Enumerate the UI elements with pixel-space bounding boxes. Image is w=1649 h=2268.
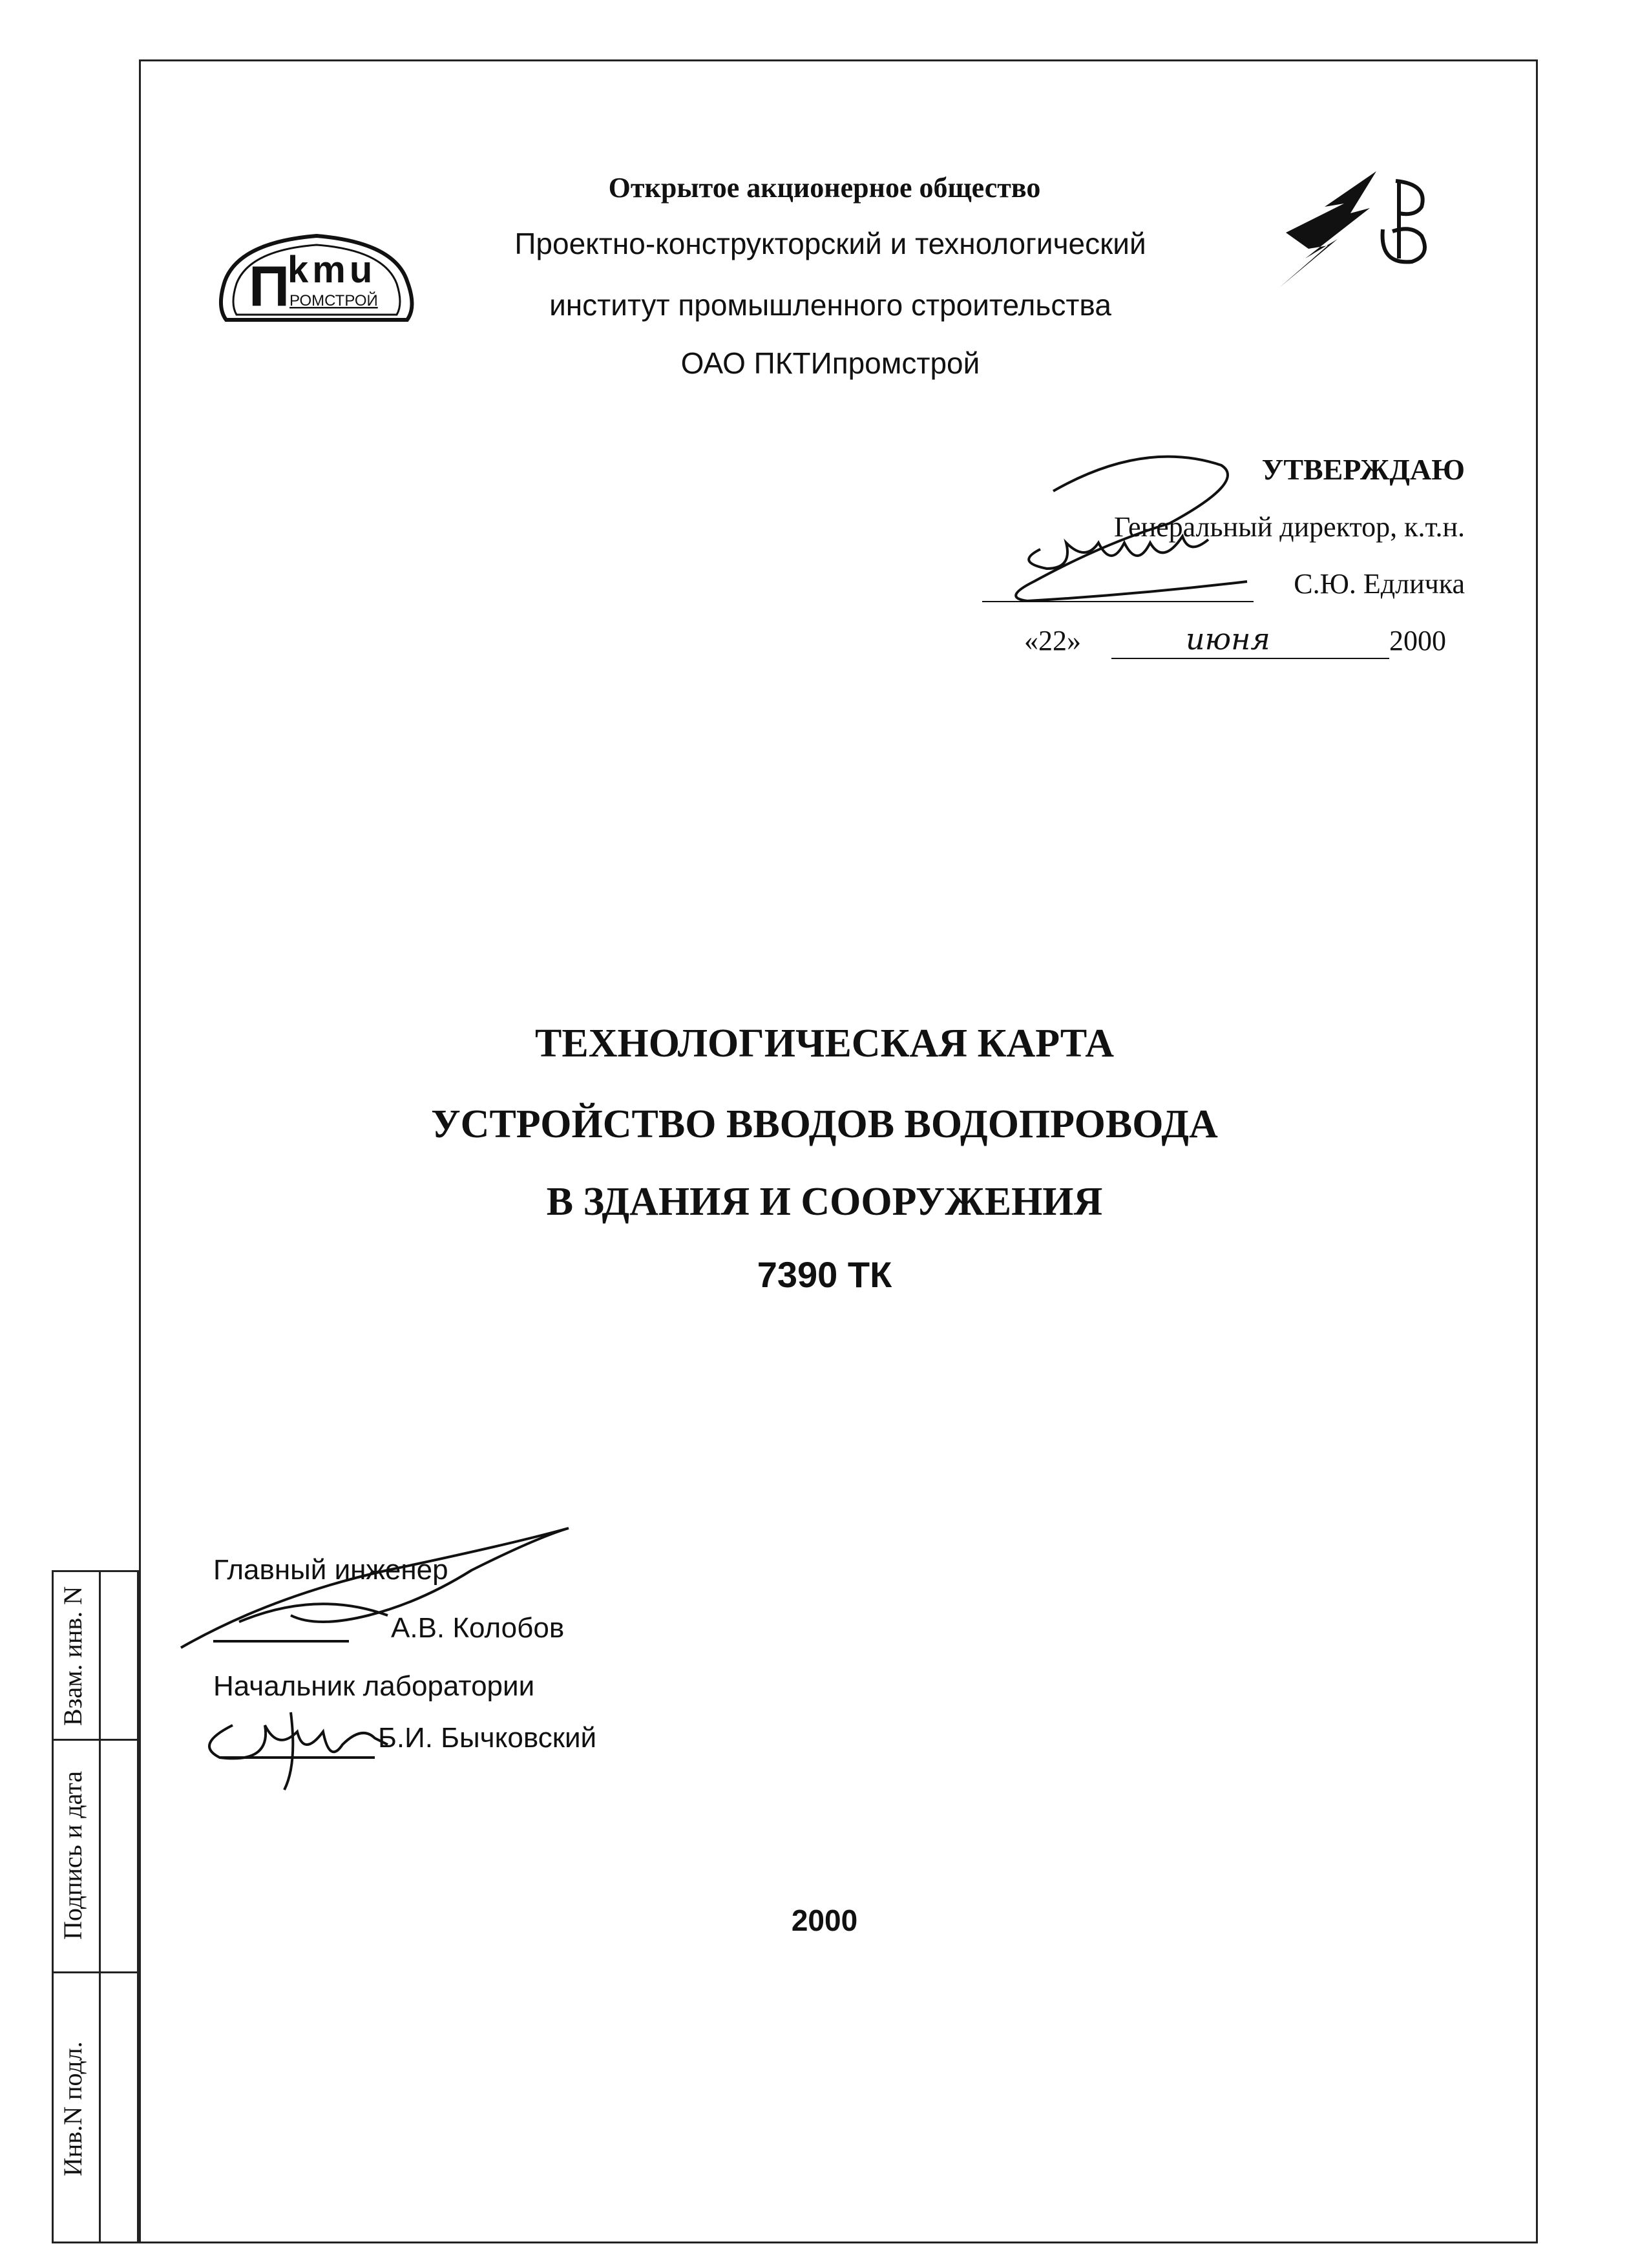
logo-sub-text: РОМСТРОЙ bbox=[289, 292, 378, 310]
signatory-role-lab-head: Начальник лаборатории bbox=[213, 1670, 535, 1702]
logo-main-text: kmu bbox=[288, 249, 377, 291]
signatory-name-kolobov: А.В. Колобов bbox=[391, 1612, 565, 1644]
lab-head-signature bbox=[194, 1686, 414, 1796]
stamp-column bbox=[52, 1570, 139, 2243]
stamp-divider-1 bbox=[54, 1739, 137, 1741]
stamp-cell-original-inv: Инв.N подл. bbox=[58, 2041, 87, 2176]
signatory-role-chief-engineer: Главный инженер bbox=[213, 1554, 448, 1586]
signatory-name-bychkovsky: Б.И. Бычковский bbox=[378, 1722, 597, 1754]
stamp-cell-replacement-inv: Взам. инв. N bbox=[58, 1586, 87, 1727]
stamp-cell-signature-date: Подпись и дата bbox=[58, 1770, 87, 1940]
approval-name: С.Ю. Едличка bbox=[1294, 568, 1465, 600]
stamp-divider-2 bbox=[54, 1971, 137, 1973]
org-type: Открытое акционерное общество bbox=[608, 172, 1041, 204]
doc-title-line3: В ЗДАНИЯ И СООРУЖЕНИЯ bbox=[546, 1180, 1103, 1224]
approval-date-month: июня bbox=[1186, 622, 1270, 656]
chief-engineer-signature bbox=[174, 1518, 588, 1667]
stamp-inner-line bbox=[99, 1572, 101, 2242]
doc-code: 7390 ТК bbox=[757, 1254, 892, 1295]
org-name-line2: институт промышленного строительства bbox=[549, 288, 1111, 322]
logo-letter: П bbox=[249, 254, 290, 318]
pktipromstroy-logo bbox=[213, 229, 420, 326]
footer-year: 2000 bbox=[791, 1904, 858, 1937]
approval-date-year: 2000 bbox=[1389, 625, 1446, 656]
approval-position: Генеральный директор, к.т.н. bbox=[1113, 511, 1465, 543]
approval-heading: УТВЕРЖДАЮ bbox=[1261, 453, 1465, 486]
approval-date-day: «22» bbox=[1024, 625, 1081, 656]
doc-title-line2: УСТРОЙСТВО ВВОДОВ ВОДОПРОВОДА bbox=[431, 1102, 1218, 1146]
org-name-line1: Проектно-конструкторский и технологический bbox=[514, 227, 1146, 260]
date-month-line bbox=[1111, 658, 1389, 659]
org-short-name: ОАО ПКТИпромстрой bbox=[680, 346, 980, 380]
doc-title-line1: ТЕХНОЛОГИЧЕСКАЯ КАРТА bbox=[535, 1022, 1114, 1066]
director-signature bbox=[976, 446, 1299, 607]
